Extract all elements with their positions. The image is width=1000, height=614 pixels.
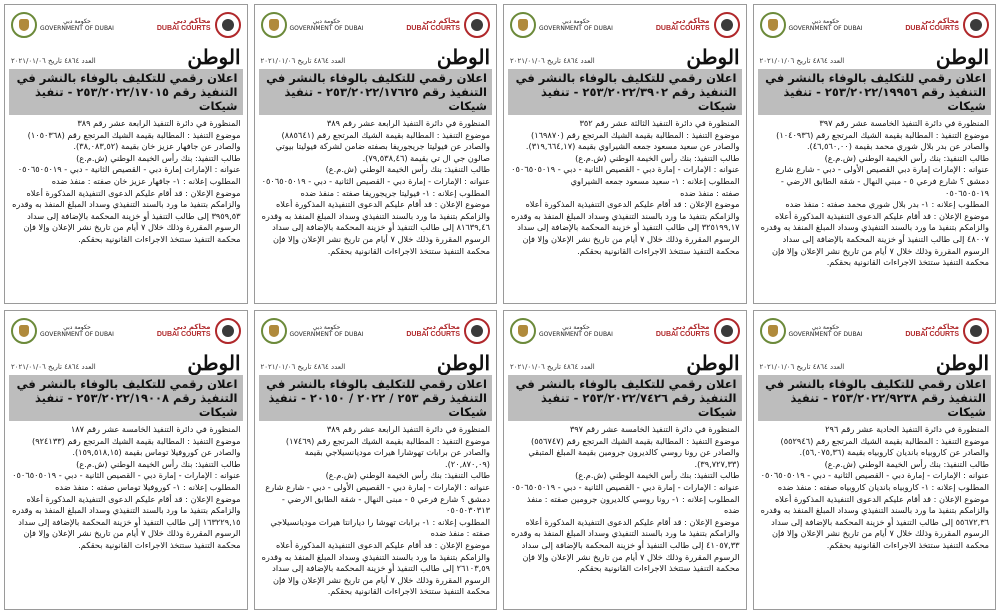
notice-card	[254, 310, 498, 610]
notice-line: موضوع الإعلان : قد أقام عليكم الدعوى التنفيذية المذكورة أعلاه والزامكم بتنفيذ ما ورد بالسند التنفيذي وسداد المبلغ المنفذ به وقدره ٤١٠٥٧,٣٣ إلى طالب التنفيذ أو خزينة المحكمة بالإضافة إلى سداد الرسوم المقررة وذلك خلال ٧ أيام من تاريخ نشر الإعلان وإلا فإن محكمة التنفيذ ستتخذ الاجراءات القانونية بحقكم.	[511, 516, 740, 574]
notice-line: موضوع التنفيذ : المطالبة بقيمة الشيك المرتجع رقم (١٠٥٠٣٦٨)	[27, 129, 241, 140]
courts-ar: محاكم دبي	[173, 323, 211, 331]
emblem-icon	[760, 318, 786, 344]
emblem-icon	[510, 318, 536, 344]
courts-ar: محاكم دبي	[672, 17, 710, 25]
notice-line: موضوع الإعلان : قد أقام عليكم الدعوى التنفيذية المذكورة أعلاه والزامكم بتنفيذ ما ورد بالسند التنفيذي وسداد المبلغ المنفذ به وقدره ٣٩٥٩,٥٣ إلى طالب التنفيذ أو خزينة المحكمة بالإضافة إلى سداد الرسوم المقررة وذلك خلال ٧ أيام من تاريخ نشر الإعلان وإلا فإن محكمة التنفيذ ستتخذ الاجراءات القانونية بحقكم.	[12, 187, 241, 244]
notice-title: اعلان رقمي للتكليف بالوفاء بالنشر في التنفيذ رقم ٢٥٣/٢٠٢٢/١٩٩٥٦ - تنفيذ شيكات	[758, 69, 992, 115]
notice-body	[5, 115, 247, 303]
masthead	[255, 45, 497, 67]
government-ar: حكومة دبي	[811, 18, 840, 25]
issue-info: العدد ٤٨٦٤ تاريخ ٢٠٢١/٠١/٠٦	[759, 57, 845, 65]
notice-header	[5, 5, 247, 45]
masthead	[5, 351, 247, 373]
notice-line: موضوع التنفيذ : المطالبة بقيمة الشيك المرتجع رقم (٩٢٤١٣٣)	[32, 435, 241, 446]
notice-line: المنظورة في دائرة التنفيذ الثالثة عشر رقم ٣٥٢	[579, 118, 740, 128]
government-ar: حكومة دبي	[562, 18, 590, 25]
notice-line: المطلوب إعلانه : ١- برابات تهوشا را ديارانتا هيرات موديانسيلاجي صفته : منفذ ضده	[270, 516, 490, 539]
notice-line: عنوانه : الإمارات - إمارة دبي - القصيص الثانية - دبي - ٠٥٠٦٥٠٥٠١٩	[760, 470, 989, 481]
notice-line: والصادر عن كوروفيلا توماس بقيمة (١٥٩,٥١٨,١٥).	[72, 447, 241, 458]
courts-logo	[656, 318, 740, 344]
courts-logo	[406, 12, 490, 38]
notice-title: اعلان رقمي للتكليف بالوفاء بالنشر في التنفيذ رقم ٢٥٣/٢٠٢٢/١٧٦٢٥ - تنفيذ شيكات	[259, 69, 493, 115]
courts-en: DUBAI COURTS	[156, 25, 211, 32]
notice-card	[4, 310, 248, 610]
notice-line: المطلوب إعلانه : ١- فيوليتا جريجوريفا صفته : منفذ ضده	[300, 187, 490, 198]
courts-ar: محاكم دبي	[173, 17, 211, 25]
government-logo	[510, 318, 613, 344]
notice-line: طالب التنفيذ: بنك رأس الخيمة الوطني (ش.م.ع)	[575, 470, 740, 481]
courts-emblem-icon	[215, 12, 241, 38]
notice-line: عنوانه : الإمارات - إمارة دبي - القصيص الأولى - دبي - شارع شارع دمشق ؟ شارع فرعي ٥ - مبنى النهال - شقة الطابق الارضي - ٠٥٠٥٠٣٠٣١٣	[265, 481, 490, 516]
issue-info: العدد ٤٨٦٤ تاريخ ٢٠٢١/٠١/٠٦	[11, 363, 96, 371]
emblem-icon	[760, 12, 786, 38]
notice-line: عنوانه : الإمارات - إمارة دبي - القصيص الثانية - دبي - ٠٥٠٦٥٠٥٠١٩	[511, 481, 740, 492]
notice-line: والصادر عن بدر بلال شوري محمد بقيمة (٤٦,٥٦٠,٠٠).	[806, 141, 989, 152]
notice-line: عنوانه : الإمارات - إمارة دبي - القصيص الثانية - دبي - ٠٥٠٦٥٠٥٠١٩	[511, 164, 740, 175]
notice-line: موضوع الإعلان : قد أقام عليكم الدعوى التنفيذية المذكورة أعلاه والزامكم بتنفيذ ما ورد بالسند التنفيذي وسداد المبلغ المنفذ به وقدره ٢٦١٠٣,٥٩ إلى طالب التنفيذ أو خزينة المحكمة بالإضافة إلى سداد الرسوم المقررة وذلك خلال ٧ أيام من تاريخ نشر الإعلان وإلا فإن محكمة التنفيذ ستتخذ الاجراءات القانونية بحقكم.	[261, 539, 490, 597]
notice-line: طالب التنفيذ: بنك رأس الخيمة الوطني (ش.م.ع)	[76, 152, 241, 163]
notice-line: المطلوب إعلانه : ١- كوروفيلا توماس صفته : منفذ ضده	[55, 481, 241, 492]
notice-line: موضوع الإعلان : قد أقام عليكم الدعوى التنفيذية المذكورة أعلاه والزامكم بتنفيذ ما ورد بالسند التنفيذي وسداد المبلغ المنفذ به وقدره ٤٨٠٠٧ إلى طالب التنفيذ أو خزينة المحكمة بالإضافة إلى سداد الرسوم المقررة وذلك خلال ٧ أيام من تاريخ نشر الإعلان وإلا فإن محكمة التنفيذ ستتخذ الاجراءات القانونية بحقكم.	[760, 210, 989, 268]
courts-en: DUBAI COURTS	[156, 331, 211, 338]
notice-line: والصادر عن جافهار عزيز خان بقيمة (٣٨,٠٨٣,٥٢).	[73, 141, 241, 152]
courts-en: DUBAI COURTS	[905, 25, 959, 32]
courts-emblem-icon	[464, 318, 490, 344]
notice-line: طالب التنفيذ: بنك رأس الخيمة الوطني (ش.م.ع)	[824, 152, 989, 163]
notice-line: موضوع التنفيذ : المطالبة بقيمة الشيك المرتجع رقم (٥٥٢٩٤٦)	[780, 435, 989, 446]
masthead	[504, 45, 746, 67]
courts-ar: محاكم دبي	[921, 17, 959, 25]
government-en: GOVERNMENT OF DUBAI	[788, 25, 863, 32]
notice-line: موضوع التنفيذ : المطالبة بقيمة الشيك المرتجع رقم (١٦٩٨٧٠)	[531, 129, 740, 140]
government-en: GOVERNMENT OF DUBAI	[539, 25, 613, 32]
newspaper-name: الوطن	[187, 351, 241, 375]
notice-header	[504, 311, 746, 351]
government-ar: حكومة دبي	[562, 324, 590, 331]
government-en: GOVERNMENT OF DUBAI	[539, 331, 613, 338]
government-logo	[11, 318, 114, 344]
government-en: GOVERNMENT OF DUBAI	[289, 331, 364, 338]
notice-line: طالب التنفيذ: بنك رأس الخيمة الوطني (ش.م.ع)	[325, 164, 490, 175]
newspaper-name: الوطن	[935, 351, 989, 375]
notice-card	[753, 310, 997, 610]
government-en: GOVERNMENT OF DUBAI	[40, 25, 114, 32]
notice-line: طالب التنفيذ: بنك رأس الخيمة الوطني (ش.م.ع)	[824, 458, 989, 469]
notice-header	[5, 311, 247, 351]
notice-line: المطلوب إعلانه : ١- سعيد مسعود جمعه الشيراوي	[570, 175, 740, 186]
notice-card	[4, 4, 248, 304]
emblem-icon	[261, 12, 287, 38]
government-logo	[760, 318, 863, 344]
emblem-icon	[11, 12, 37, 38]
courts-en: DUBAI COURTS	[406, 331, 460, 338]
emblem-icon	[510, 12, 536, 38]
courts-en: DUBAI COURTS	[406, 25, 460, 32]
issue-info: العدد ٤٨٦٤ تاريخ ٢٠٢١/٠١/٠٦	[11, 57, 96, 65]
notice-line: موضوع الإعلان : قد أقام عليكم الدعوى التنفيذية المذكورة أعلاه والزامكم بتنفيذ ما ورد بالسند التنفيذي وسداد المبلغ المنفذ به وقدره ١٦٣٢٢٩,١٥ إلى طالب التنفيذ أو خزينة المحكمة بالإضافة إلى سداد الرسوم المقررة وذلك خلال ٧ أيام من تاريخ نشر الإعلان وإلا فإن محكمة التنفيذ ستتخذ الاجراءات القانونية بحقكم.	[12, 493, 241, 550]
notice-card	[753, 4, 997, 304]
notice-body	[504, 115, 746, 303]
notice-line: طالب التنفيذ: بنك رأس الخيمة الوطني (ش.م.ع)	[76, 458, 241, 469]
courts-emblem-icon	[714, 318, 740, 344]
newspaper-name: الوطن	[436, 45, 490, 69]
notice-body	[754, 421, 996, 609]
courts-en: DUBAI COURTS	[905, 331, 959, 338]
government-logo	[760, 12, 863, 38]
notice-header	[754, 311, 996, 351]
courts-en: DUBAI COURTS	[655, 331, 710, 338]
issue-info: العدد ٤٨٦٤ تاريخ ٢٠٢١/٠١/٠٦	[260, 57, 346, 65]
notice-card	[503, 4, 747, 304]
courts-emblem-icon	[464, 12, 490, 38]
issue-info: العدد ٤٨٦٤ تاريخ ٢٠٢١/٠١/٠٦	[759, 363, 845, 371]
notice-line: موضوع الإعلان : قد أقام عليكم الدعوى التنفيذية المذكورة أعلاه والزامكم بتنفيذ ما ورد بالسند التنفيذي وسداد المبلغ المنفذ به وقدره ٥٥٦٧٢,٣٦ إلى طالب التنفيذ أو خزينة المحكمة بالإضافة إلى سداد الرسوم المقررة وذلك خلال ٧ أيام من تاريخ نشر الإعلان وإلا فإن محكمة التنفيذ ستتخذ الاجراءات القانونية بحقكم.	[760, 493, 989, 550]
notice-title: اعلان رقمي للتكليف بالوفاء بالنشر في التنفيذ رقم ٢٥٣/٢٠٢٢/٧٤٢٦ - تنفيذ شيكات	[508, 375, 742, 421]
notice-line: المنظورة في دائرة التنفيذ الحادية عشر رقم ٢٩٦	[825, 424, 989, 434]
courts-logo	[656, 12, 740, 38]
notice-card	[503, 310, 747, 610]
government-en: GOVERNMENT OF DUBAI	[40, 331, 114, 338]
newspaper-name: الوطن	[686, 351, 740, 375]
notice-line: موضوع التنفيذ : المطالبة بقيمة الشيك المرتجع رقم (٥٥٦٧٤٧)	[531, 435, 740, 446]
notice-header	[255, 5, 497, 45]
government-ar: حكومة دبي	[811, 324, 840, 331]
notice-line: عنوانه : الإمارات إمارة دبي القصيص الأولى - دبي - شارع شارع دمشق ؟ شارع فرعي ٥ - مبني النهال - شقة الطابق الارضي - ٠٥٠٦٥٠٥٠١٩	[775, 164, 989, 198]
newspaper-name: الوطن	[935, 45, 989, 69]
notice-line: موضوع الإعلان : قد أقام عليكم الدعوى التنفيذية المذكورة أعلاه والزامكم بتنفيذ ما ورد بالسند التنفيذي وسداد المبلغ المنفذ به وقدره ٨١٦٣٩,٤٦ إلى طالب التنفيذ أو خزينة المحكمة بالإضافة إلى سداد الرسوم المقررة وذلك خلال ٧ أيام من تاريخ نشر الإعلان وإلا فإن محكمة التنفيذ ستتخذ الاجراءات القانونية بحقكم.	[261, 199, 490, 256]
notice-header	[754, 5, 996, 45]
notice-line: صفته : منفذ ضده	[680, 187, 740, 198]
government-logo	[11, 12, 114, 38]
notice-body	[754, 115, 996, 303]
courts-ar: محاكم دبي	[921, 323, 959, 331]
notice-line: والصادر عن سعيد مسعود جمعه الشيراوي بقيمة (٣١٩,٦٦٤,١٧).	[525, 141, 740, 152]
government-ar: حكومة دبي	[63, 324, 91, 331]
courts-logo	[157, 12, 241, 38]
courts-en: DUBAI COURTS	[655, 25, 710, 32]
government-logo	[261, 318, 364, 344]
notice-title: اعلان رقمي للتكليف بالوفاء بالنشر في التنفيذ رقم ٢٥٣/٢٠٢٢/٣٩٠٢ - تنفيذ شيكات	[508, 69, 742, 115]
newspaper-name: الوطن	[436, 351, 490, 375]
notice-line: طالب التنفيذ: بنك رأس الخيمة الوطني (ش.م.ع)	[575, 152, 740, 163]
government-ar: حكومة دبي	[312, 18, 341, 25]
government-en: GOVERNMENT OF DUBAI	[788, 331, 863, 338]
courts-logo	[406, 318, 490, 344]
notice-line: والصادر عن فيوليتا جريجوريفا بصفته ضامن لشركة فيوليتا بيوتي صالون جي ال تي بقيمة (٧٩,٥٣٨,٤٦).	[275, 141, 490, 163]
notice-title: اعلان رقمي للتكليف بالوفاء بالنشر في التنفيذ رقم ٢٥٣ / ٢٠٢٢ / ٢٠١٥٠ - تنفيذ شيكات	[259, 375, 493, 421]
government-logo	[510, 12, 613, 38]
courts-ar: محاكم دبي	[422, 323, 460, 331]
notice-line: طالب التنفيذ: بنك رأس الخيمة الوطني (ش.م.ع)	[325, 470, 490, 481]
issue-info: العدد ٤٨٦٤ تاريخ ٢٠٢١/٠١/٠٦	[510, 363, 595, 371]
notice-line: المنظورة في دائرة التنفيذ الخامسة عشر رقم ٣٩٧	[569, 424, 740, 434]
emblem-icon	[11, 318, 37, 344]
notice-title: اعلان رقمي للتكليف بالوفاء بالنشر في التنفيذ رقم ٢٥٣/٢٠٢٢/١٧٠١٥ - تنفيذ شيكات	[9, 69, 243, 115]
notice-header	[255, 311, 497, 351]
government-logo	[261, 12, 364, 38]
government-en: GOVERNMENT OF DUBAI	[289, 25, 364, 32]
notice-line: المطلوب إعلانه : ١- رونا روسي كالديرون جرومين صفته : منفذ ضده	[526, 493, 740, 516]
notice-body	[255, 421, 497, 609]
courts-ar: محاكم دبي	[422, 17, 460, 25]
courts-logo	[905, 12, 989, 38]
notice-line: المنظورة في دائرة التنفيذ الخامسة عشر رقم ٣٩٧	[819, 118, 989, 128]
notice-line: والصادر عن رونا روسي كالديرون جرومين بقيمة المبلغ المتبقي (٣٩,٧٢٧,٣٣).	[528, 447, 740, 469]
courts-emblem-icon	[963, 318, 989, 344]
notice-line: والصادر عن كاروبياه بانديان كاروبياه بقيمة (٥٦,٠٧٥,٣٦).	[799, 447, 989, 458]
notice-card	[254, 4, 498, 304]
courts-logo	[157, 318, 241, 344]
notice-line: المطلوب إعلانه : ١- بدر بلال شوري محمد صفته : منفذ ضده	[785, 199, 989, 210]
courts-emblem-icon	[963, 12, 989, 38]
masthead	[5, 45, 247, 67]
courts-logo	[905, 318, 989, 344]
notice-header	[504, 5, 746, 45]
notice-title: اعلان رقمي للتكليف بالوفاء بالنشر في التنفيذ رقم ٢٥٣/٢٠٢٢/١٩٠٠٨ - تنفيذ شيكات	[9, 375, 243, 421]
notice-body	[5, 421, 247, 609]
issue-info: العدد ٤٨٦٤ تاريخ ٢٠٢١/٠١/٠٦	[510, 57, 595, 65]
notice-line: عنوانه : الإمارات - إمارة دبي - القصيص الثانية - دبي - ٠٥٠٦٥٠٥٠١٩	[12, 470, 241, 481]
newspaper-name: الوطن	[187, 45, 241, 69]
notice-line: المنظورة في دائرة التنفيذ الرابعة عشر رقم ٣٨٩	[326, 424, 490, 434]
government-ar: حكومة دبي	[63, 18, 91, 25]
notice-title: اعلان رقمي للتكليف بالوفاء بالنشر في التنفيذ رقم ٢٥٣/٢٠٢٢/٩٢٣٨ - تنفيذ شيكات	[758, 375, 992, 421]
notice-line: المطلوب إعلانه : ١- جافهار عزيز خان صفته : منفذ ضده	[51, 175, 241, 186]
masthead	[504, 351, 746, 373]
newspaper-name: الوطن	[686, 45, 740, 69]
notice-line: موضوع التنفيذ : المطالبة بقيمة الشيك المرتجع رقم (٨٨٥٦٤١)	[281, 129, 490, 140]
notice-line: المنظورة في دائرة التنفيذ الخامسة عشر رقم ١٨٧	[70, 424, 241, 434]
notice-line: عنوانه : الإمارات إمارة دبي - القصيص الثانية - دبي - ٠٥٠٦٥٠٥٠١٩	[17, 164, 241, 175]
courts-emblem-icon	[215, 318, 241, 344]
courts-emblem-icon	[714, 12, 740, 38]
notice-line: موضوع التنفيذ : المطالبة بقيمة الشيك المرتجع رقم (١٠٤٠٩٣٦)	[776, 129, 989, 140]
masthead	[255, 351, 497, 373]
courts-ar: محاكم دبي	[672, 323, 710, 331]
notice-line: موضوع التنفيذ : المطالبة بقيمة الشيك المرتجع رقم (١٧٤٦٩) والصادر عن برابات تهوشارا هيرات موديانسيلاجي بقيمة (٢٠,٨٧٠,٠٩).	[285, 435, 490, 469]
government-ar: حكومة دبي	[312, 324, 341, 331]
notice-line: عنوانه : الإمارات - إمارة دبي - القصيص الثانية - دبي - ٠٥٠٦٥٠٥٠١٩	[261, 175, 490, 186]
notice-body	[255, 115, 497, 303]
masthead	[754, 45, 996, 67]
emblem-icon	[261, 318, 287, 344]
notice-body	[504, 421, 746, 609]
masthead	[754, 351, 996, 373]
notice-line: المنظورة في دائرة التنفيذ الرابعة عشر رقم ٣٨٩	[326, 118, 490, 128]
notice-line: المطلوب إعلانه : ١- كاروبياه بانديان كاروبياه صفته : منفذ ضده	[777, 481, 989, 492]
notice-line: المنظورة في دائرة التنفيذ الرابعة عشر رقم ٣٨٩	[77, 118, 241, 128]
notice-line: موضوع الإعلان : قد أقام عليكم الدعوى التنفيذية المذكورة أعلاه والزامكم بتنفيذ ما ورد بالسند التنفيذي وسداد المبلغ المنفذ به وقدره ٣٢٥١٩٩,١٧ إلى طالب التنفيذ أو خزينة المحكمة بالإضافة إلى سداد الرسوم المقررة وذلك خلال ٧ أيام من تاريخ نشر الإعلان وإلا فإن محكمة التنفيذ ستتخذ الاجراءات القانونية بحقكم.	[511, 199, 740, 256]
issue-info: العدد ٤٨٦٤ تاريخ ٢٠٢١/٠١/٠٦	[260, 363, 346, 371]
